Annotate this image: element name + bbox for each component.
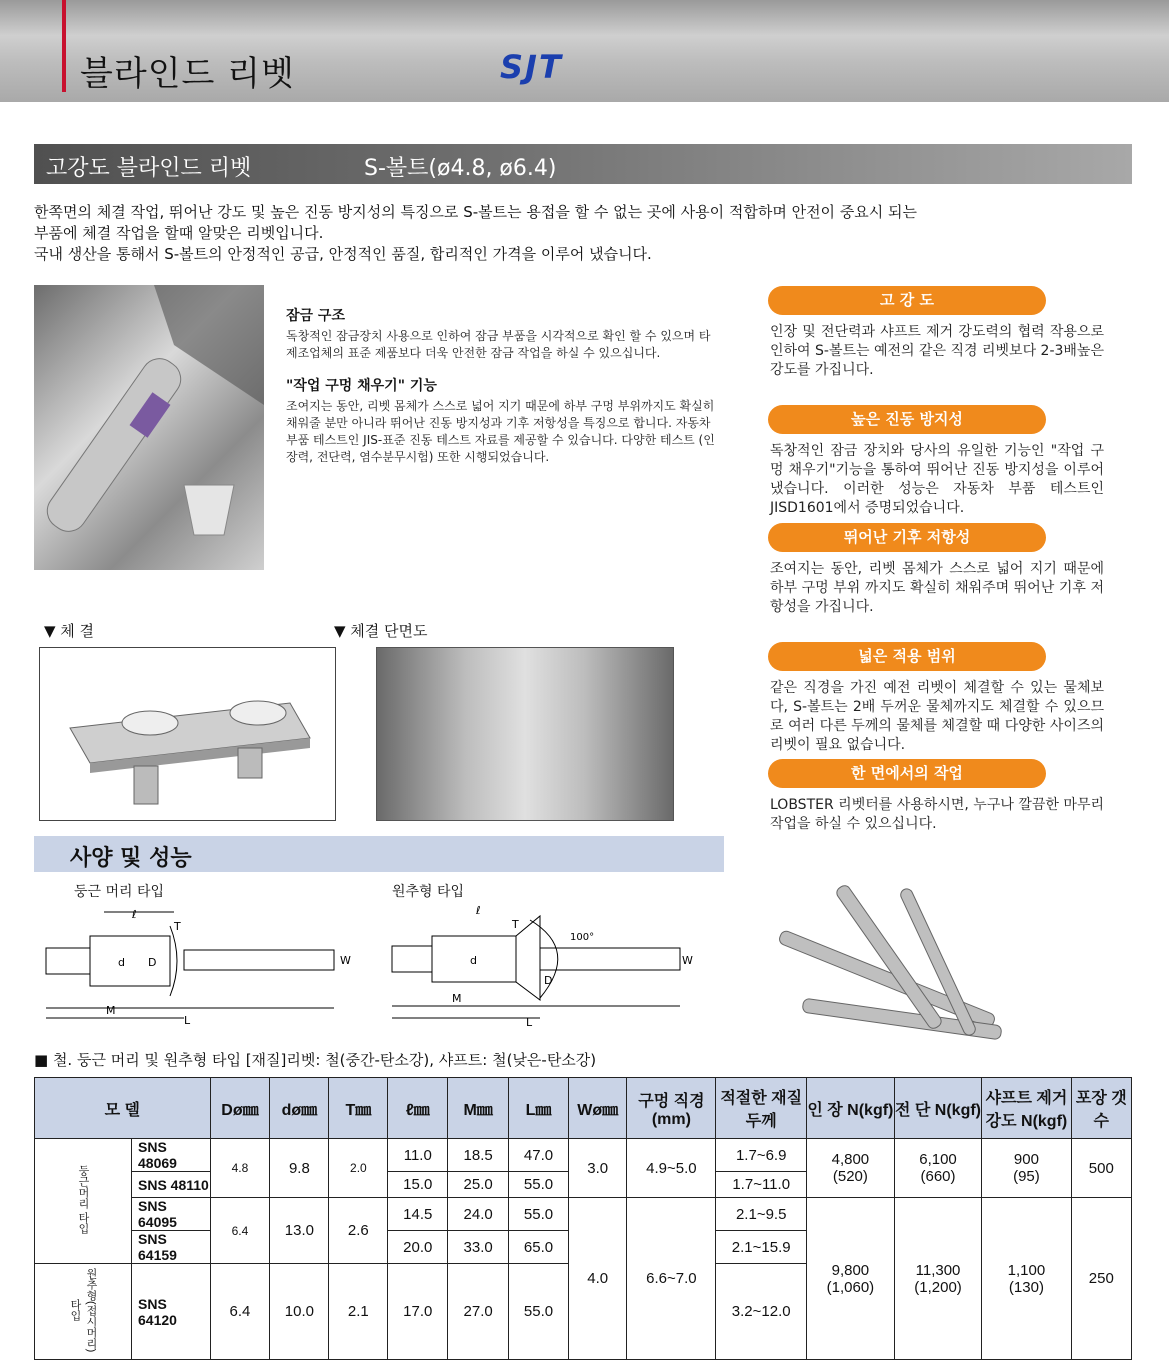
intro-line: 한쪽면의 체결 작업, 뛰어난 강도 및 높은 진동 방지성의 특징으로 S-볼트는 용접을 할 수 없는 곳에 사용이 적합하며 안전이 중요시 되는 bbox=[34, 203, 918, 221]
value-kgf: (1,060) bbox=[826, 1278, 875, 1296]
value-kgf: (660) bbox=[920, 1168, 956, 1185]
cell: 1.7~11.0 bbox=[716, 1172, 807, 1198]
cell: 18.5 bbox=[448, 1139, 509, 1172]
cone-angle: 100° bbox=[570, 932, 595, 943]
banner-title: 고강도 블라인드 리벳 bbox=[46, 156, 252, 181]
value: 11,300 bbox=[915, 1261, 961, 1279]
intro-line: 부품에 체결 작업을 할때 알맞은 리벳입니다. bbox=[34, 224, 324, 242]
model-cell: SNS 48110 bbox=[132, 1172, 211, 1198]
cell bbox=[807, 1198, 895, 1360]
value: 6,100 bbox=[919, 1151, 957, 1168]
spec-table bbox=[34, 1077, 1132, 1360]
fastening-label: ▼ 체 결 bbox=[44, 622, 95, 640]
cell: 13.0 bbox=[270, 1198, 329, 1264]
cell bbox=[894, 1198, 982, 1360]
spec-section-bar bbox=[34, 836, 724, 872]
dim-M: M bbox=[452, 992, 462, 1005]
cell: 2.1~15.9 bbox=[716, 1231, 807, 1264]
model-cell: SNS 64120 bbox=[132, 1264, 211, 1360]
rivets-illustration bbox=[762, 862, 1020, 1058]
dim-d: d bbox=[118, 956, 125, 969]
col-header: dø㎜ bbox=[270, 1078, 329, 1139]
cell: 14.5 bbox=[388, 1198, 448, 1231]
dim-T: T bbox=[512, 918, 519, 931]
intro-line: 국내 생산을 통해서 S-볼트의 안정적인 공급, 안정적인 품질, 합리적인 가격을 이루어 냈습니다. bbox=[34, 245, 652, 263]
feature-pill: 뛰어난 기후 저항성 bbox=[768, 523, 1046, 552]
cell: 55.0 bbox=[509, 1264, 569, 1360]
col-header: 샤프트 제거 강도 N(kgf) bbox=[982, 1078, 1071, 1139]
value-kgf: (520) bbox=[832, 1168, 868, 1185]
banner-subtitle: S-볼트(ø4.8, ø6.4) bbox=[364, 156, 557, 181]
section-view-image bbox=[376, 647, 674, 821]
cell: 4.9~5.0 bbox=[627, 1139, 716, 1198]
fastened-plate-illustration bbox=[40, 648, 335, 820]
cell: 24.0 bbox=[448, 1198, 509, 1231]
cell: 3.2~12.0 bbox=[716, 1264, 807, 1360]
col-header: T㎜ bbox=[329, 1078, 388, 1139]
value-kgf: (130) bbox=[1008, 1278, 1044, 1296]
cone-head-drawing bbox=[380, 900, 710, 1030]
col-header: 포장 갯수 bbox=[1071, 1078, 1131, 1139]
value: 4,800 bbox=[831, 1151, 870, 1168]
cell: 10.0 bbox=[270, 1264, 329, 1360]
cell bbox=[807, 1139, 895, 1198]
dim-D: D bbox=[148, 956, 157, 969]
cell: 4.8 bbox=[210, 1139, 270, 1198]
logo-letter-s: S bbox=[500, 48, 526, 86]
feature-pill: 고 강 도 bbox=[768, 286, 1046, 315]
cell: 27.0 bbox=[448, 1264, 509, 1360]
cell: 47.0 bbox=[509, 1139, 569, 1172]
cell bbox=[982, 1139, 1071, 1198]
feature-text: 같은 직경을 가진 예전 리벳이 체결할 수 있는 물체보다, S-볼트는 2배 두꺼운 물체까지도 체결할 수 있으므로 여러 다른 두께의 물체를 체결할 때 다양한 사이즈의 리벳이 필요 없습니다. bbox=[770, 680, 1104, 753]
col-header: 적절한 재질 두께 bbox=[716, 1078, 807, 1139]
feature-text: LOBSTER 리벳터를 사용하시면, 누구나 깔끔한 마무리 작업을 하실 수 있으십니다. bbox=[770, 797, 1104, 832]
dim-L: L bbox=[184, 1014, 191, 1027]
col-header: 구멍 직경(mm) bbox=[627, 1078, 716, 1139]
dim-T: T bbox=[174, 920, 181, 933]
value-kgf: (95) bbox=[1013, 1168, 1040, 1185]
cell: 17.0 bbox=[388, 1264, 448, 1360]
col-header: 모 델 bbox=[35, 1078, 211, 1139]
dim-M: M bbox=[106, 1004, 116, 1017]
col-header: M㎜ bbox=[448, 1078, 509, 1139]
cell: 20.0 bbox=[388, 1231, 448, 1264]
dim-L: L bbox=[526, 1016, 533, 1029]
cell: 500 bbox=[1071, 1139, 1131, 1198]
page-title: 블라인드 리벳 bbox=[80, 54, 295, 94]
dim-W: W bbox=[682, 954, 693, 967]
feature-pill: 넓은 적용 범위 bbox=[768, 642, 1046, 671]
section-view-label: ▼ 체결 단면도 bbox=[334, 622, 428, 640]
feature-description bbox=[286, 308, 716, 482]
feature-text: 인장 및 전단력과 샤프트 제거 강도력의 협력 작용으로 인하여 S-볼트는 예전의 같은 직경 리벳보다 2-3배높은 강도를 가집니다. bbox=[770, 324, 1104, 378]
col-header: ℓ㎜ bbox=[388, 1078, 448, 1139]
logo-letter-t: T bbox=[538, 48, 563, 86]
table-header-row bbox=[35, 1078, 1132, 1139]
feature-text: 조여지는 동안, 리벳 몸체가 스스로 넓어 지기 때문에 하부 구멍 부위 까지도 확실히 채워주며 뛰어난 기후 저항성을 가집니다. bbox=[770, 561, 1104, 615]
model-cell: SNS 48069 bbox=[132, 1139, 211, 1172]
intro-text bbox=[34, 202, 1034, 265]
cell: 250 bbox=[1071, 1198, 1131, 1360]
cell: 9.8 bbox=[270, 1139, 329, 1198]
section-banner bbox=[34, 144, 1132, 184]
col-header: Dø㎜ bbox=[210, 1078, 270, 1139]
type-cone-label: 원추형(접시머리) 타입 bbox=[69, 1267, 97, 1353]
cell bbox=[894, 1139, 982, 1198]
sjt-logo bbox=[500, 48, 563, 86]
feature-text: 독창적인 잠금 장치와 당사의 유일한 기능인 "작업 구멍 채우기"기능을 통하여 뛰어난 진동 방지성을 이루어 냈습니다. 이러한 성능은 자동차 부품 테스트인 JISD1601에서 증명되었습니다. bbox=[770, 443, 1104, 516]
cell: 3.0 bbox=[568, 1139, 627, 1198]
value: 1,100 bbox=[1007, 1261, 1046, 1279]
dim-d: d bbox=[470, 954, 477, 967]
cell: 2.0 bbox=[329, 1139, 388, 1198]
model-cell: SNS 64095 bbox=[132, 1198, 211, 1231]
cell: 55.0 bbox=[509, 1198, 569, 1231]
rivet-illustration bbox=[34, 285, 264, 570]
model-cell: SNS 64159 bbox=[132, 1231, 211, 1264]
logo-letter-j: J bbox=[525, 48, 539, 86]
cell: 2.1~9.5 bbox=[716, 1198, 807, 1231]
rivets-photo bbox=[762, 862, 1020, 1058]
material-note: ■ 철. 둥근 머리 및 원추형 타입 [재질]리벳: 철(중간-탄소강), 샤프트: 철(낮은-탄소강) bbox=[34, 1051, 597, 1069]
table-row bbox=[35, 1198, 1132, 1231]
cell: 15.0 bbox=[388, 1172, 448, 1198]
rivet-photo bbox=[34, 285, 264, 570]
dim-W: W bbox=[340, 954, 351, 967]
cell: 55.0 bbox=[509, 1172, 569, 1198]
cell: 6.4 bbox=[210, 1198, 270, 1264]
dim-l: ℓ bbox=[476, 904, 481, 917]
value-kgf: (1,200) bbox=[914, 1278, 962, 1296]
dim-l: ℓ bbox=[132, 908, 137, 921]
cell: 6.6~7.0 bbox=[627, 1198, 716, 1360]
col-header: 인 장 N(kgf) bbox=[807, 1078, 895, 1139]
lock-structure-heading: 잠금 구조 bbox=[286, 308, 345, 324]
hole-fill-heading: "작업 구멍 채우기" 기능 bbox=[286, 378, 437, 394]
cell: 1.7~6.9 bbox=[716, 1139, 807, 1172]
cell: 4.0 bbox=[568, 1198, 627, 1360]
cell: 2.6 bbox=[329, 1198, 388, 1264]
col-header: 전 단 N(kgf) bbox=[894, 1078, 982, 1139]
cell bbox=[982, 1198, 1071, 1360]
round-head-drawing bbox=[34, 900, 364, 1030]
row-group-label bbox=[35, 1264, 132, 1360]
cell: 25.0 bbox=[448, 1172, 509, 1198]
col-header: Wø㎜ bbox=[568, 1078, 627, 1139]
cell: 11.0 bbox=[388, 1139, 448, 1172]
feature-pill: 높은 진동 방지성 bbox=[768, 405, 1046, 434]
round-head-label: 둥근 머리 타입 bbox=[74, 884, 165, 900]
table-row bbox=[35, 1139, 1132, 1172]
header-accent-bar bbox=[62, 0, 66, 92]
value: 900 bbox=[1013, 1151, 1039, 1168]
value: 9,800 bbox=[831, 1261, 870, 1279]
col-header: L㎜ bbox=[509, 1078, 569, 1139]
dim-D: D bbox=[544, 974, 553, 987]
type-round-label: 둥근머리 타입 bbox=[77, 1164, 89, 1235]
cell: 6.4 bbox=[210, 1264, 270, 1360]
fastening-image bbox=[39, 647, 336, 821]
cone-head-label: 원추형 타입 bbox=[392, 884, 465, 900]
lock-structure-text: 독창적인 잠금장치 사용으로 인하여 잠금 부품을 시각적으로 확인 할 수 있으며 타제조업체의 표준 제품보다 더욱 안전한 잠금 작업을 하실 수 있으십니다. bbox=[286, 329, 711, 360]
row-group-label bbox=[35, 1139, 132, 1264]
feature-pill: 한 면에서의 작업 bbox=[768, 759, 1046, 788]
cell: 2.1 bbox=[329, 1264, 388, 1360]
cell: 33.0 bbox=[448, 1231, 509, 1264]
spec-title: 사양 및 성능 bbox=[70, 846, 192, 871]
cell: 65.0 bbox=[509, 1231, 569, 1264]
hole-fill-text: 조여지는 동안, 리벳 몸체가 스스로 넓어 지기 때문에 하부 구멍 부위까지도 확실히 채워줄 분만 아니라 뛰어난 진동 방지성과 기후 저항성을 특징으로 합니다. 자동차 부품 테스트인 JIS-표준 진동 테스트 자료를 제공할 수 있습니다. 다양한 테스트 (인장력, 전단력, 염수분무시험) 또한 시행되었습니다. bbox=[286, 399, 715, 464]
